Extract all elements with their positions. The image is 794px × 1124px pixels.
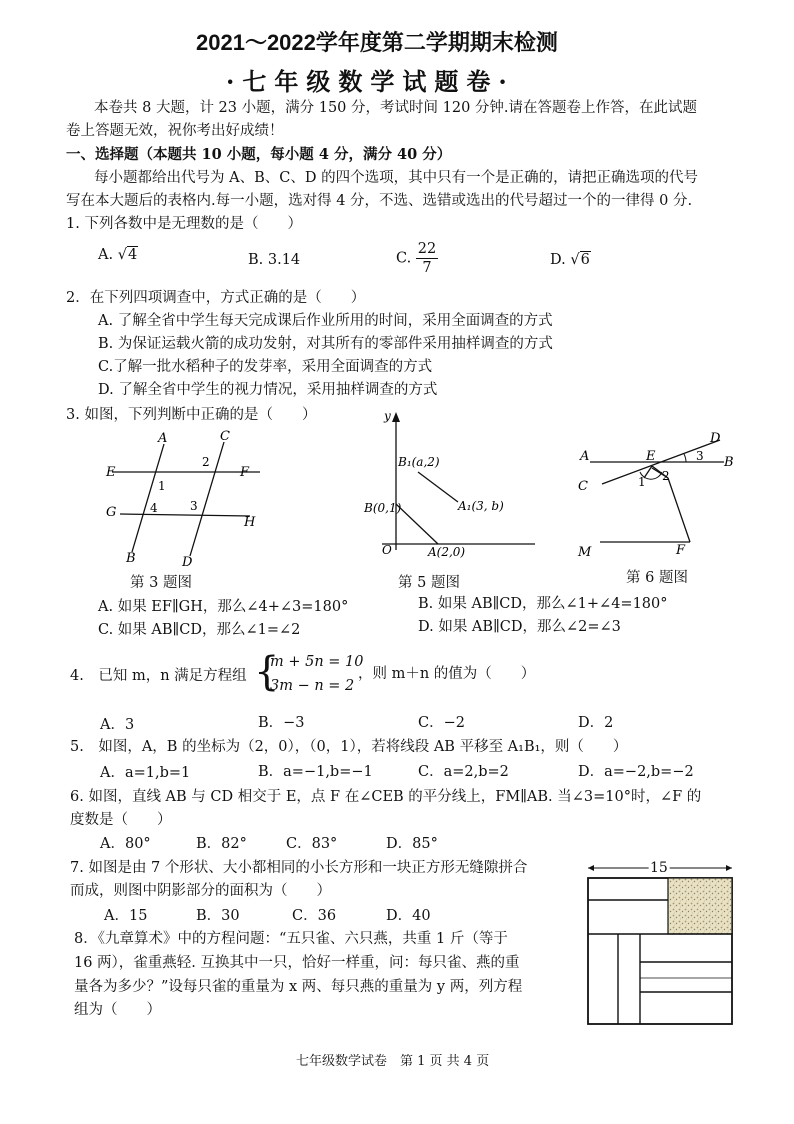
fig3-label-d: D [182, 555, 193, 570]
fig3-label-a: A [158, 431, 168, 446]
q6-line-2: 度数是（ ） [70, 812, 172, 828]
page-title: 2021～2022学年度第二学期期末检测 [196, 30, 558, 55]
figure-3 [100, 428, 270, 573]
page-footer: 七年级数学试卷 第 1 页 共 4 页 [296, 1054, 490, 1069]
fig6-angle-3: 3 [696, 449, 704, 463]
q7-option-a: A．15 [104, 908, 148, 924]
q6-option-c: C．83° [286, 836, 338, 852]
q5-stem: 5. 如图，A，B 的坐标为（2，0），（0，1），若将线段 AB 平移至 A₁B₁，则（ ） [70, 739, 628, 755]
shaded-square [668, 878, 732, 934]
q4-equation-2: 3m − n = 2 [270, 678, 355, 694]
intro-line-1: 本卷共 8 大题，计 23 小题，满分 150 分，考试时间 120 分钟.请在答题卷上作答，在此试题 [94, 100, 698, 116]
fig6-angle-1: 1 [638, 475, 646, 489]
q6-option-a: A．80° [100, 836, 151, 852]
sqrt-symbol: √4 [117, 247, 138, 263]
fig3-label-h: H [244, 515, 256, 530]
q6-option-b: B．82° [196, 836, 247, 852]
q3-option-d: D. 如果 AB∥CD，那么∠2=∠3 [418, 619, 621, 635]
fig3-label-f: F [240, 465, 250, 480]
q2-option-a: A. 了解全省中学生每天完成课后作业所用的时间，采用全面调查的方式 [98, 313, 553, 329]
fig5-label-b: B(0,1) [364, 501, 402, 515]
sqrt-symbol: √6 [570, 252, 590, 268]
fig3-angle-3: 3 [190, 499, 198, 513]
q2-option-b: B. 为保证运载火箭的成功发射，对其所有的零部件采用抽样调查的方式 [98, 336, 553, 352]
fig6-label-f: F [676, 543, 686, 558]
q3-option-b: B. 如果 AB∥CD，那么∠1+∠4=180° [418, 596, 668, 612]
fig5-label-a: A(2,0) [428, 545, 466, 559]
q5-option-b: B．a=−1,b=−1 [258, 764, 373, 780]
q1-option-b: B. 3.14 [248, 252, 301, 268]
q8-line-2: 16 两），雀重燕轻. 互换其中一只，恰好一样重，问：每只雀、燕的重 [74, 955, 520, 971]
fig6-label-b: B [724, 455, 734, 470]
q7-line-2: 而成，则图中阴影部分的面积为（ ） [70, 883, 331, 899]
q4-prefix: 4. 已知 m，n 满足方程组 [70, 668, 247, 684]
fig3-label-g: G [106, 505, 117, 520]
q5-option-c: C．a=2,b=2 [418, 764, 509, 780]
q2-option-c: C.了解一批水稻种子的发芽率，采用全面调查的方式 [98, 359, 433, 375]
fig5-label-y: y [384, 410, 391, 423]
section-instruction-1: 每小题都给出代号为 A、B、C、D 的四个选项，其中只有一个是正确的，请把正确选项的代号 [94, 170, 699, 186]
section-instruction-2: 写在本大题后的表格内.每一小题，选对得 4 分，不选、选错或选出的代号超过一个的一律得 0 分. [66, 193, 693, 209]
q1-stem: 1. 下列各数中是无理数的是（ ） [66, 216, 302, 232]
q5-option-a: A．a=1,b=1 [100, 765, 191, 781]
fig3-angle-2: 2 [202, 455, 210, 469]
figure-6 [570, 428, 745, 563]
q4-option-d: D．2 [578, 715, 614, 731]
page-subtitle: ·七年级数学试题卷· [226, 67, 515, 96]
fig3-angle-4: 4 [150, 501, 158, 515]
q4-suffix: ，则 m＋n 的值为（ ） [358, 666, 536, 682]
q8-line-3: 量各为多少？”设每只雀的重量为 x 两、每只燕的重量为 y 两，列方程 [74, 979, 523, 995]
q2-stem: 2．在下列四项调查中，方式正确的是（ ） [66, 290, 366, 306]
q7-option-d: D．40 [386, 908, 431, 924]
fig3-label-c: C [220, 429, 230, 444]
fig5-label-b1: B₁(a,2) [398, 455, 440, 469]
figure-5 [330, 410, 540, 565]
system-brace: { [254, 649, 280, 695]
q8-line-4: 组为（ ） [74, 1002, 161, 1018]
fig6-label-a: A [580, 449, 590, 464]
q1-option-c: C. $\frac{22}{7}$ [396, 241, 437, 276]
q3-option-c: C. 如果 AB∥CD，那么∠1=∠2 [98, 622, 301, 638]
q7-option-b: B．30 [196, 908, 240, 924]
fig6-caption: 第 6 题图 [626, 570, 688, 586]
q1-option-a: A. √4 [98, 247, 138, 263]
q1-option-d: D. √6 [550, 252, 590, 268]
fig5-label-o: O [382, 543, 392, 557]
fig5-caption: 第 5 题图 [398, 575, 460, 591]
fig6-label-d: D [710, 431, 721, 446]
q4-option-a: A．3 [100, 717, 135, 733]
fig5-label-a1: A₁(3, b) [458, 499, 504, 513]
q3-option-a: A. 如果 EF∥GH，那么∠4+∠3=180° [98, 599, 349, 615]
q7-line-1: 7. 如图是由 7 个形状、大小都相同的小长方形和一块正方形无缝隙拼合 [70, 860, 528, 876]
q6-line-1: 6. 如图，直线 AB 与 CD 相交于 E，点 F 在∠CEB 的平分线上，FM∥AB. 当∠3=10°时，∠F 的 [70, 789, 702, 805]
q4-option-c: C．−2 [418, 715, 465, 731]
intro-line-2: 卷上答题无效，祝你考出好成绩！ [66, 123, 284, 139]
fig3-label-e: E [106, 465, 116, 480]
q8-line-1: 8．《九章算术》中的方程问题：“五只雀、六只燕，共重 1 斤（等于 [74, 931, 508, 947]
fig6-angle-2: 2 [662, 469, 670, 483]
q5-option-d: D．a=−2,b=−2 [578, 764, 694, 780]
q4-equation-1: m + 5n = 10 [270, 654, 364, 670]
fig7-width-label: 15 [650, 860, 668, 876]
q7-option-c: C．36 [292, 908, 337, 924]
fig3-label-b: B [126, 551, 136, 566]
q4-option-b: B．−3 [258, 715, 305, 731]
fig6-label-e: E [646, 449, 656, 464]
fig3-angle-1: 1 [158, 479, 166, 493]
q3-stem: 3. 如图，下列判断中正确的是（ ） [66, 407, 317, 423]
q2-option-d: D. 了解全省中学生的视力情况，采用抽样调查的方式 [98, 382, 438, 398]
fig6-label-c: C [578, 479, 588, 494]
fig3-caption: 第 3 题图 [130, 575, 192, 591]
figure-7 [582, 854, 742, 1029]
q6-option-d: D．85° [386, 836, 438, 852]
fig6-label-m: M [578, 545, 592, 560]
section-heading: 一、选择题（本题共 10 小题，每小题 4 分，满分 40 分） [66, 146, 452, 163]
